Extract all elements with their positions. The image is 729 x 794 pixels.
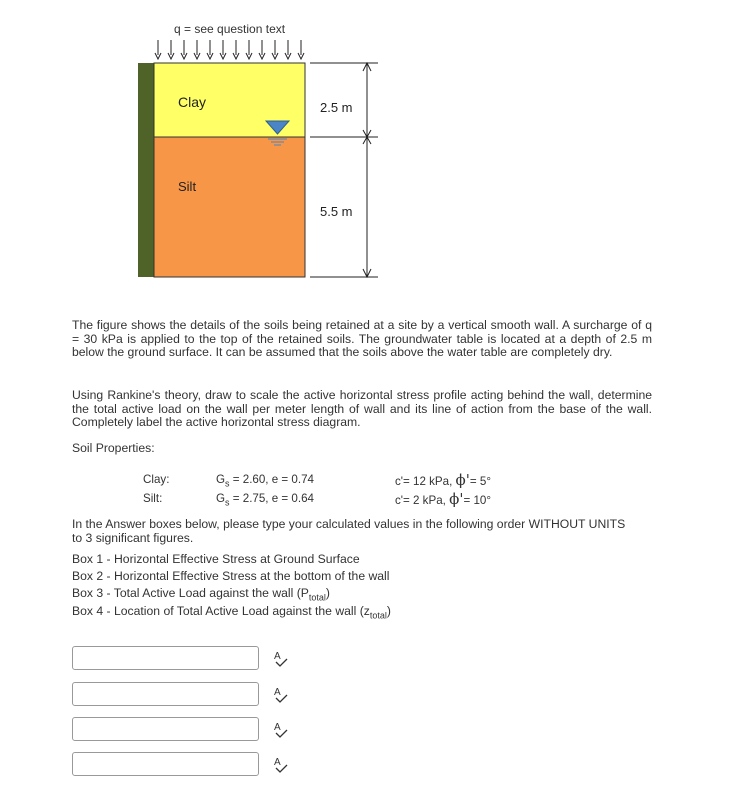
spell-check-icon[interactable] [273, 686, 289, 704]
dimension-silt: 5.5 m [320, 204, 353, 219]
silt-props-name: Silt: [143, 492, 163, 505]
svg-text:A: A [274, 651, 281, 662]
box4-description: Box 4 - Location of Total Active Load against the wall $(z_{total})$ [72, 604, 391, 621]
retaining-wall [138, 63, 154, 277]
silt-layer [154, 137, 305, 277]
dimension-clay: 2.5 m [320, 100, 353, 115]
spell-check-icon[interactable] [273, 756, 289, 774]
clay-props-gs: $G_s = 2.60$, e = 0.74 [216, 473, 314, 489]
clay-props-strength: c'= 12 kPa, ϕ'= 5° [395, 471, 491, 489]
spell-check-icon[interactable] [273, 650, 289, 668]
answer-box-2[interactable] [72, 682, 259, 706]
answer-box-1[interactable] [72, 646, 259, 670]
phi-symbol: ϕ' [455, 471, 470, 489]
dimension-lines [310, 63, 378, 277]
box1-description: Box 1 - Horizontal Effective Stress at Ground Surface [72, 552, 360, 566]
soil-properties-heading: Soil Properties: [72, 441, 155, 455]
box3-description: Box 3 - Total Active Load against the wall $(P_{total})$ [72, 586, 330, 603]
answer-box-4[interactable] [72, 752, 259, 776]
svg-text:A: A [274, 687, 281, 698]
phi-symbol: ϕ' [449, 490, 464, 508]
box2-description: Box 2 - Horizontal Effective Stress at the bottom of the wall [72, 569, 390, 583]
silt-props-strength: c'= 2 kPa, ϕ'= 10° [395, 490, 491, 508]
question-paragraph-2: Using Rankine's theory, draw to scale the active horizontal stress profile acting behind the wall, determine the total active load on the wall per meter length of wall and its line of action from the base of the wall. Completely label the active horizontal stress diagram. [72, 388, 652, 430]
silt-props-gs: $G_s = 2.75$, e = 0.64 [216, 492, 314, 508]
answer-instructions: In the Answer boxes below, please type your calculated values in the following order WITHOUT UNITS to 3 significant figures. [72, 517, 626, 545]
question-paragraph-1: The figure shows the details of the soils being retained at a site by a vertical smooth wall. A surcharge of q = 30 kPa is applied to the top of the retained soils. The groundwater table is located at a depth of 2.5 m below the ground surface. It can be assumed that the soils above the water table are completely dry. [72, 318, 652, 360]
clay-props-name: Clay: [143, 473, 170, 486]
answer-box-3[interactable] [72, 717, 259, 741]
surcharge-label: q = see question text [174, 22, 286, 36]
svg-text:A: A [274, 722, 281, 733]
silt-label: Silt [178, 179, 197, 194]
spell-check-icon[interactable] [273, 721, 289, 739]
soil-wall-figure [0, 0, 729, 300]
svg-text:A: A [274, 757, 281, 768]
surcharge-arrows [155, 40, 304, 59]
clay-label: Clay [178, 94, 207, 110]
